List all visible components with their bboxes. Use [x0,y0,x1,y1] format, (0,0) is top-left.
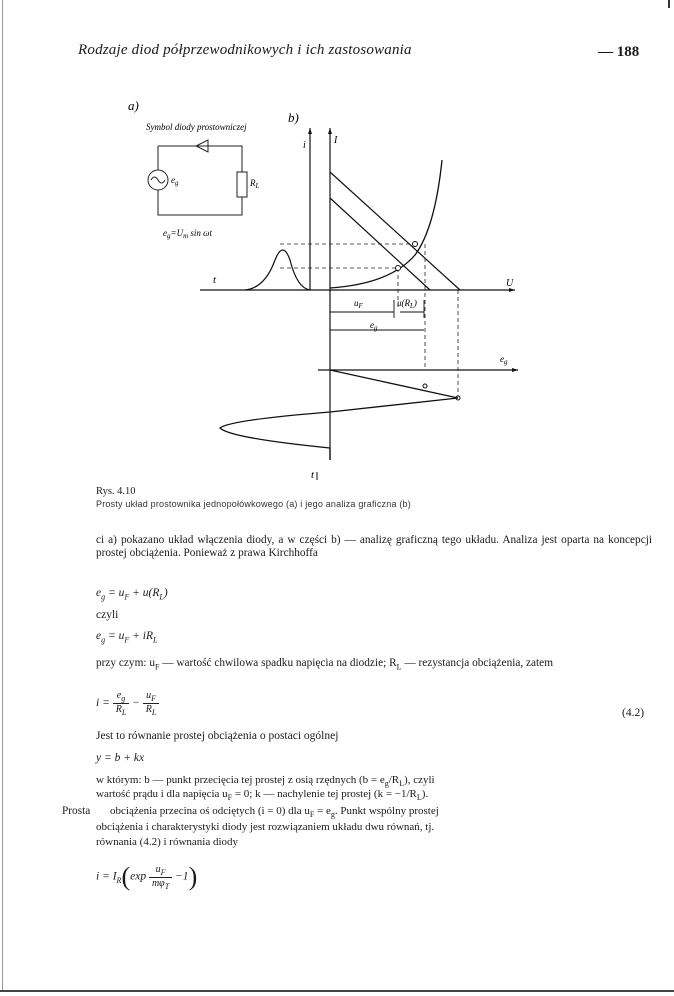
figure-caption: Prosty układ prostownika jednopołówkowego (a) i jego analiza graficzna (b) [96,499,411,509]
paragraph-3: Jest to równanie prostej obciążenia o postaci ogólnej [96,730,339,742]
source-equation: $e_g=U_m$ sin ωt [163,228,212,240]
equation-5: $i = I_R(\exp$ $\frac{u_F}{m\varphi_T}$ −1) [96,862,198,891]
load-line-1 [330,172,460,290]
axis-label-t-bottom: t [311,469,315,481]
current-pulse-curve [245,250,310,290]
circuit-schematic [148,140,247,215]
paragraph-4-line-3: obciążenia przecina oś odciętych (i = 0) dla $u_F = e_g$. Punkt wspólny prostej [110,805,439,820]
word-czyli: czyli [96,609,119,621]
equation-number: (4.2) [622,707,645,719]
label-eg: $e_g$ [370,320,378,332]
label-uRL: $u(R_L)$ [397,298,417,310]
equation-3: i = $\frac{e_g}{R_L}$ − $\frac{u_F}{R_L}$ [96,690,159,717]
running-header-title: Rodzaje diod półprzewodnikowych i ich zastosowania [78,42,412,58]
label-uF: $u_F$ [354,298,363,310]
axis-label-t-left: t [213,274,217,286]
page-number: — 188 [598,44,640,60]
equation-4: y = b + kx [96,752,145,764]
equation-1: $e_g = u_F + u(R_L)$ [96,587,168,602]
source-label: $e_g$ [171,175,179,187]
operating-point-3 [423,384,427,388]
projection-lines [280,244,458,400]
operating-point-2 [396,266,401,271]
figure-number: Rys. 4.10 [96,486,136,497]
paragraph-4-line-1: w którym: b — punkt przecięcia tej prostej z osią rzędnych $(b = e_g/R_L)$, czyli [96,774,435,789]
axis-label-i: i [303,140,306,151]
paragraph-2: przy czym: $u_F$ — wartość chwilowa spadku napięcia na diodzie; $R_L$ — rezystancja obciążenia, zatem [96,657,553,672]
paragraph-1: ci a) pokazano układ włączenia diody, a w części b) — analizę graficzną tego układu. Analiza jest oparta na koncepcji prostej obciążenia. Ponieważ z prawa Kirchhoffa [96,534,652,559]
resistor-label: $R_L$ [250,178,260,190]
resistor-icon [237,172,247,197]
axes [200,128,518,460]
axis-label-I: I [334,135,338,146]
page-edge-bottom [0,990,674,992]
figure-label-b: b) [288,110,299,125]
equation-2: $e_g = u_F + iR_L$ [96,630,158,645]
figure-label-a: a) [128,98,139,113]
diode-symbol-note: Symbol diody prostowniczej [146,122,247,132]
operating-point-1 [413,242,418,247]
axis-label-U: U [506,278,514,289]
figure-rectifier [0,0,674,490]
paragraph-4-line-2: wartość prądu i dla napięcia $u_F = 0$; k — nachylenie tej prostej $(k = -1/R_L)$. [96,788,429,803]
axis-label-eg: $e_g$ [500,354,508,366]
paragraph-4-line-5: równania (4.2) i równania diody [96,836,239,848]
input-waveform [220,370,458,460]
paragraph-4-line-4: obciążenia i charakterystyki diody jest rozwiązaniem układu dwu równań, tj. [96,821,435,833]
margin-note: Prosta [62,805,91,817]
